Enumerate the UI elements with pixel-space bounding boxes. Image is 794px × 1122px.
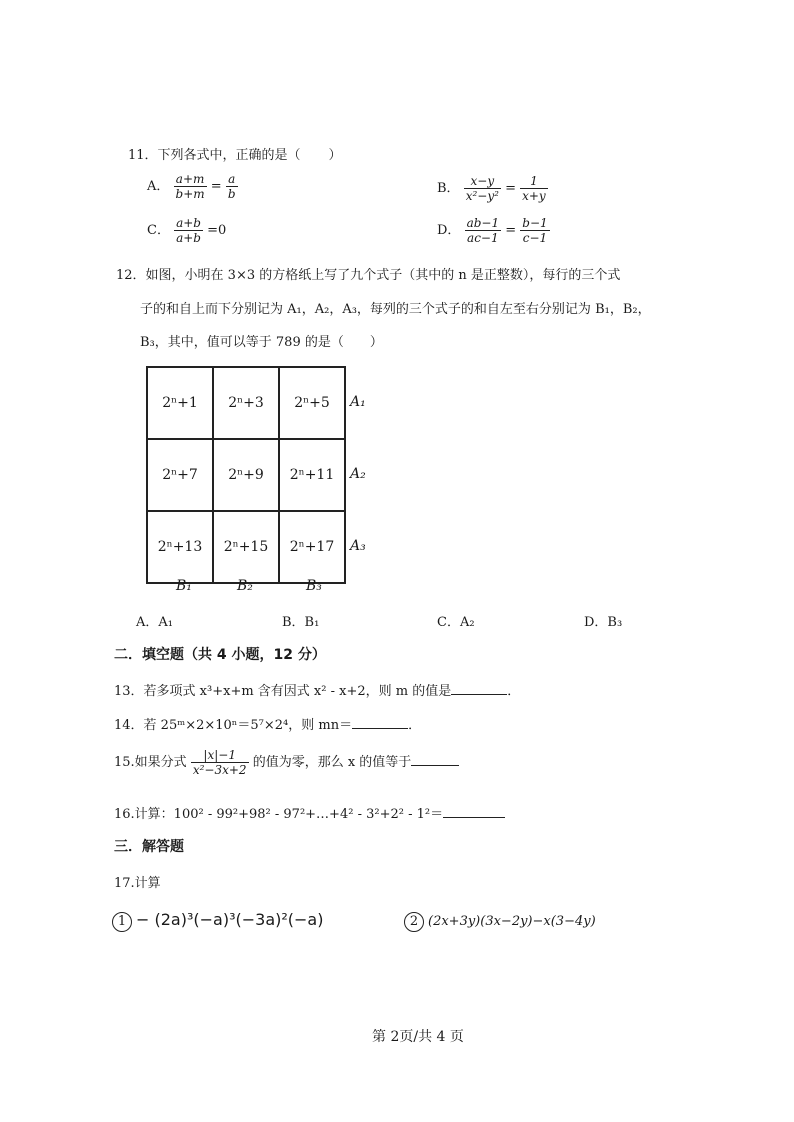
q11-option-d: D． $\frac{ab-1}{ac-1}$ = $\frac{b-1}{c-1}$ — [437, 216, 548, 245]
circled-number-2: 2 — [404, 912, 424, 932]
col-label-b1: B₁ — [176, 578, 192, 594]
row-label-a1: A₁ — [350, 394, 366, 410]
page-footer: 第 2页/共 4 页 — [372, 1029, 464, 1045]
q16: 16.计算：100² - 99²+98² - 97²+…+4² - 3²+2² - 1²＝ — [114, 803, 505, 822]
q14: 14．若 25ᵐ×2×10ⁿ＝5⁷×2⁴，则 mn＝ ． — [114, 718, 422, 733]
row-label-a3: A₃ — [350, 538, 366, 554]
q17-part2: 2 (2x+3y)(3x−2y)−x(3−4y) — [404, 912, 596, 932]
grid-cell: 2ⁿ+13 — [147, 511, 213, 583]
section-3-heading: 三．解答题 — [114, 839, 184, 855]
grid-cell: 2ⁿ+5 — [279, 367, 345, 439]
q12-grid — [146, 366, 346, 584]
grid-cell: 2ⁿ+1 — [147, 367, 213, 439]
row-label-a2: A₂ — [350, 466, 366, 482]
q17-title: 17.计算 — [114, 876, 161, 891]
q11-stem: 11．下列各式中，正确的是（ ） — [128, 148, 342, 163]
q12-line2: 子的和自上而下分别记为 A₁，A₂，A₃，每列的三个式子的和自左至右分别记为 B₁，B₂， — [140, 302, 651, 317]
q13: 13．若多项式 x³+x+m 含有因式 x² - x+2，则 m 的值是 ． — [114, 684, 521, 699]
q12-line1: 12．如图，小明在 3×3 的方格纸上写了九个式子（其中的 n 是正整数），每行的三个式 — [116, 268, 621, 283]
q12-line3: B₃，其中，值可以等于 789 的是（ ） — [140, 335, 383, 350]
grid-cell: 2ⁿ+15 — [213, 511, 279, 583]
grid-cell: 2ⁿ+11 — [279, 439, 345, 511]
q12-option-c: C．A₂ — [437, 615, 475, 630]
q11-option-c: C． $\frac{a+b}{a+b}$ =0 — [147, 216, 227, 245]
grid-cell: 2ⁿ+9 — [213, 439, 279, 511]
q17-part1: 1 − (2a)³(−a)³(−3a)²(−a) — [112, 910, 323, 932]
q12-option-a: A．A₁ — [136, 615, 173, 630]
grid-cell: 2ⁿ+17 — [279, 511, 345, 583]
q12-option-d: D．B₃ — [584, 615, 623, 630]
grid-cell: 2ⁿ+7 — [147, 439, 213, 511]
circled-number-1: 1 — [112, 912, 132, 932]
q15: 15.如果分式 $\frac{|x|-1}{\text{x²−3x+2}}$ 的值为零，那么 x 的值等于 — [114, 748, 459, 777]
col-label-b3: B₃ — [306, 578, 322, 594]
col-label-b2: B₂ — [237, 578, 253, 594]
q11-option-b: B． $\frac{x-y}{\text{x²−y²}}$ = $\frac{1}{x+y}$ — [437, 174, 546, 203]
section-2-heading: 二．填空题（共 4 小题，12 分） — [114, 647, 326, 663]
grid-cell: 2ⁿ+3 — [213, 367, 279, 439]
q12-option-b: B．B₁ — [282, 615, 320, 630]
q11-option-a: A． $\frac{a+m}{b+m}$ = $\frac{a}{b}$ — [147, 172, 236, 201]
